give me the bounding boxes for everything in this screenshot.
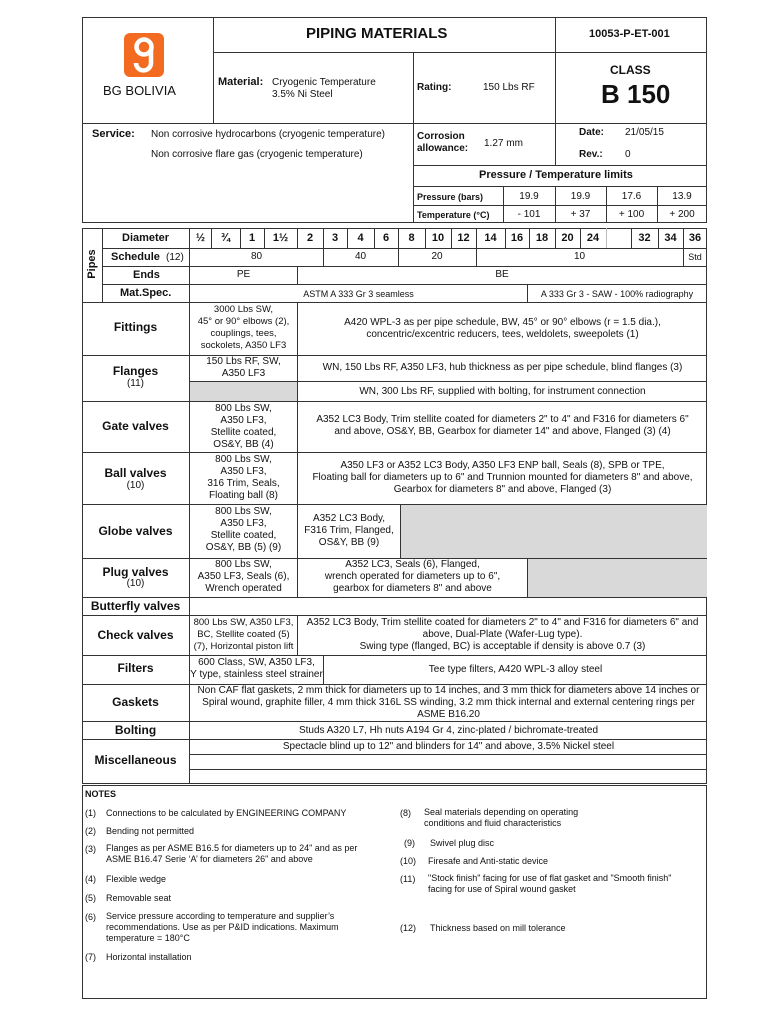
- note-number: (3): [85, 844, 96, 854]
- note-text: Bending not permitted: [106, 826, 195, 836]
- diameter-cell: 32: [638, 232, 651, 244]
- rev-label: Rev.:: [579, 149, 603, 160]
- matspec-cell: ASTM A 333 Gr 3 seamless: [303, 289, 414, 299]
- material-label: Material:: [218, 76, 264, 88]
- diameter-cell: 1½: [272, 232, 289, 244]
- ends-label: Ends: [133, 269, 160, 281]
- note-number: (1): [85, 808, 96, 818]
- diameter-cell: 18: [535, 232, 549, 244]
- service-line-1: Non corrosive hydrocarbons (cryogenic temperature): [151, 129, 385, 140]
- note-number: (9): [404, 838, 415, 848]
- plug-valves-note: (10): [126, 578, 145, 589]
- globe-valves-small-spec: 800 Lbs SW, A350 LF3, Stellite coated, OS&Y, BB (5) (9): [205, 506, 282, 553]
- filters-small-spec: 600 Class, SW, A350 LF3, Y type, stainless steel strainer: [190, 657, 323, 680]
- plug-valves-mid-spec: A352 LC3, Seals (6), Flanged, wrench operated for diameters up to 6", gearbox for diameters 8" and above: [324, 559, 501, 594]
- flanges-instrument-spec: WN, 300 Lbs RF, supplied with bolting, for instrument connection: [359, 386, 646, 397]
- pressure-value: 19.9: [570, 191, 591, 202]
- pt-limits-title: Pressure / Temperature limits: [479, 169, 633, 181]
- corrosion-value: 1.27 mm: [484, 138, 523, 149]
- diameter-label: Diameter: [122, 232, 170, 244]
- diameter-cell: 12: [457, 232, 470, 244]
- check-valves-label: Check valves: [97, 628, 174, 642]
- bolting-label: Bolting: [114, 723, 157, 737]
- diameter-cell: 24: [586, 232, 600, 244]
- miscellaneous-spec: Spectacle blind up to 12" and blinders for 14" and above, 3.5% Nickel steel: [282, 741, 615, 752]
- filters-large-spec: Tee type filters, A420 WPL-3 alloy steel: [428, 664, 603, 675]
- diameter-cell: 3: [331, 232, 339, 244]
- temperature-value: + 37: [570, 209, 591, 220]
- pressure-label: Pressure (bars): [417, 192, 484, 202]
- diameter-cell: 20: [561, 232, 574, 244]
- flanges-large-spec: WN, 150 Lbs RF, A350 LF3, hub thickness as per pipe schedule, blind flanges (3): [322, 362, 683, 373]
- diameter-cell: 4: [357, 232, 364, 244]
- service-label: Service:: [92, 128, 135, 140]
- page-title: PIPING MATERIALS: [306, 25, 448, 42]
- doc-number: 10053-P-ET-001: [589, 28, 670, 40]
- gaskets-spec: Non CAF flat gaskets, 2 mm thick for diameters up to 14 inches, and 3 mm thick for diameters above 14 inches or Spiral wound, graphite filler, 4 mm thick 316L SS winding, 3.2 mm thick internal and external centering rings per ASME B16.20: [197, 685, 700, 720]
- note-text: Removable seat: [106, 893, 172, 903]
- globe-valves-mid-spec: A352 LC3 Body, F316 Trim, Flanged, OS&Y, BB (9): [304, 513, 394, 548]
- pressure-value: 13.9: [672, 191, 692, 202]
- gaskets-label: Gaskets: [112, 695, 159, 709]
- company-logo: [124, 33, 164, 77]
- schedule-cell: 10: [573, 251, 586, 262]
- note-number: (4): [85, 874, 96, 884]
- diameter-cell: ½: [195, 232, 206, 244]
- note-text: Connections to be calculated by ENGINEERING COMPANY: [106, 808, 347, 818]
- rating-value: 150 Lbs RF: [483, 82, 535, 93]
- gate-valves-label: Gate valves: [102, 419, 169, 433]
- note-number: (8): [400, 808, 411, 818]
- schedule-cell: 80: [250, 251, 263, 262]
- note-number: (10): [400, 856, 417, 866]
- service-line-2: Non corrosive flare gas (cryogenic temperature): [151, 149, 363, 160]
- rating-label: Rating:: [417, 82, 452, 93]
- schedule-label: Schedule: [111, 251, 160, 263]
- bolting-spec: Studs A320 L7, Hh nuts A194 Gr 4, zinc-plated / bichromate-treated: [298, 725, 599, 736]
- check-valves-small-spec: 800 Lbs SW, A350 LF3, BC, Stellite coated (5) (7), Horizontal piston lift: [193, 617, 294, 652]
- temperature-value: + 100: [618, 209, 645, 220]
- diameter-cell: 6: [382, 232, 390, 244]
- diameter-cell: 1: [248, 232, 256, 244]
- note-text: Swivel plug disc: [430, 838, 495, 848]
- note-text: Service pressure according to temperature and supplier’s recommendations. Use as per P&ID indications. Maximum temperature = 180°C: [106, 911, 339, 943]
- gate-valves-large-spec: A352 LC3 Body, Trim stellite coated for diameters 2" to 4" and F316 for diameters 6" and above, OS&Y, BB, Gearbox for diameter 14" and above, Flanged (3) (4): [316, 414, 689, 437]
- plug-valves-small-spec: 800 Lbs SW, A350 LF3, Seals (6), Wrench operated: [197, 559, 290, 594]
- corrosion-label-2: allowance:: [417, 143, 469, 154]
- note-text: "Stock finish" facing for use of flat gasket and "Smooth finish" facing for use of Spiral wound gasket: [428, 873, 672, 894]
- flanges-small-spec: 150 Lbs RF, SW, A350 LF3: [206, 356, 281, 379]
- date-value: 21/05/15: [625, 127, 664, 138]
- note-text: Firesafe and Anti-static device: [428, 856, 549, 866]
- temperature-value: + 200: [669, 209, 695, 220]
- ends-cell: PE: [236, 269, 251, 280]
- diameter-cell: 8: [408, 232, 415, 244]
- note-text: Seal materials depending on operating conditions and fluid characteristics: [424, 807, 579, 828]
- note-text: Flexible wedge: [106, 874, 167, 884]
- schedule-cell: 40: [354, 251, 367, 262]
- diameter-cell: 36: [688, 232, 702, 244]
- schedule-cell: Std: [688, 252, 702, 262]
- empty-cell: [527, 559, 707, 597]
- ends-cell: BE: [495, 269, 509, 280]
- gate-valves-small-spec: 800 Lbs SW, A350 LF3, Stellite coated, OS&Y, BB (4): [210, 403, 277, 450]
- note-number: (6): [85, 912, 96, 922]
- pipes-group-label: Pipes: [86, 249, 98, 279]
- ball-valves-large-spec: A350 LF3 or A352 LC3 Body, A350 LF3 ENP ball, Seals (8), SPB or TPE, Floating ball for diameters up to 6" and Trunnion mounted for diameters 8" and above, Gearbox for diameters 8" and above, Flanged (3): [312, 460, 693, 495]
- note-text: Thickness based on mill tolerance: [430, 923, 566, 933]
- diameter-cell: 14: [484, 232, 497, 244]
- ball-valves-small-spec: 800 Lbs SW, A350 LF3, 316 Trim, Seals, Floating ball (8): [207, 454, 280, 501]
- pressure-value: 19.9: [519, 191, 539, 202]
- ball-valves-note: (10): [126, 480, 145, 491]
- butterfly-valves-label: Butterfly valves: [90, 599, 181, 613]
- note-number: (7): [85, 952, 96, 962]
- miscellaneous-label: Miscellaneous: [94, 753, 177, 767]
- notes-title: NOTES: [85, 789, 117, 799]
- empty-cell: [190, 382, 297, 401]
- pressure-value: 17.6: [621, 191, 642, 202]
- temperature-label: Temperature (°C): [417, 210, 490, 220]
- flanges-note: (11): [126, 378, 145, 389]
- note-text: Flanges as per ASME B16.5 for diameters up to 24" and as per ASME B16.47 Serie ‘A’ for diameters 26" and above: [106, 843, 358, 864]
- temperature-value: - 101: [517, 209, 541, 220]
- diameter-cell: 2: [306, 232, 314, 244]
- date-label: Date:: [579, 127, 605, 138]
- corrosion-label-1: Corrosion: [417, 131, 465, 142]
- schedule-cell: 20: [431, 251, 443, 262]
- diameter-cell: 10: [431, 232, 445, 244]
- matspec-label: Mat.Spec.: [120, 287, 172, 299]
- empty-cell: [400, 505, 707, 558]
- globe-valves-label: Globe valves: [98, 524, 173, 538]
- note-number: (12): [400, 923, 417, 933]
- fittings-label: Fittings: [113, 320, 158, 334]
- note-number: (11): [400, 874, 416, 884]
- matspec-cell: A 333 Gr 3 - SAW - 100% radiography: [540, 289, 694, 299]
- material-value-2: 3.5% Ni Steel: [272, 89, 333, 100]
- ball-valves-label: Ball valves: [104, 466, 167, 480]
- rev-value: 0: [625, 149, 631, 160]
- schedule-note: (12): [166, 252, 184, 263]
- class-value: B 150: [601, 79, 671, 109]
- note-text: Horizontal installation: [106, 952, 192, 962]
- diameter-cell: ¾: [220, 232, 231, 244]
- diameter-cell: 34: [664, 232, 677, 244]
- material-value-1: Cryogenic Temperature: [272, 77, 376, 88]
- fittings-large-spec: A420 WPL-3 as per pipe schedule, BW, 45° or 90° elbows (r = 1.5 dia.), concentric/excentric reducers, tees, weldolets, sweepolets (1): [344, 317, 661, 340]
- note-number: (5): [85, 893, 96, 903]
- fittings-small-spec: 3000 Lbs SW, 45° or 90° elbows (2), couplings, tees, sockolets, A350 LF3: [197, 304, 290, 351]
- class-label: CLASS: [610, 63, 651, 77]
- company-name: BG BOLIVIA: [103, 83, 176, 98]
- note-number: (2): [85, 826, 96, 836]
- diameter-cell: 16: [510, 232, 524, 244]
- check-valves-large-spec: A352 LC3 Body, Trim stellite coated for diameters 2" to 4" and F316 for diameters 6" and above, Dual-Plate (Wafer-Lug type). Swing type (flanged, BC) is acceptable if density is above 0.7 (3): [306, 617, 699, 652]
- plug-valves-label: Plug valves: [102, 565, 169, 579]
- flanges-label: Flanges: [112, 364, 159, 378]
- filters-label: Filters: [117, 661, 154, 675]
